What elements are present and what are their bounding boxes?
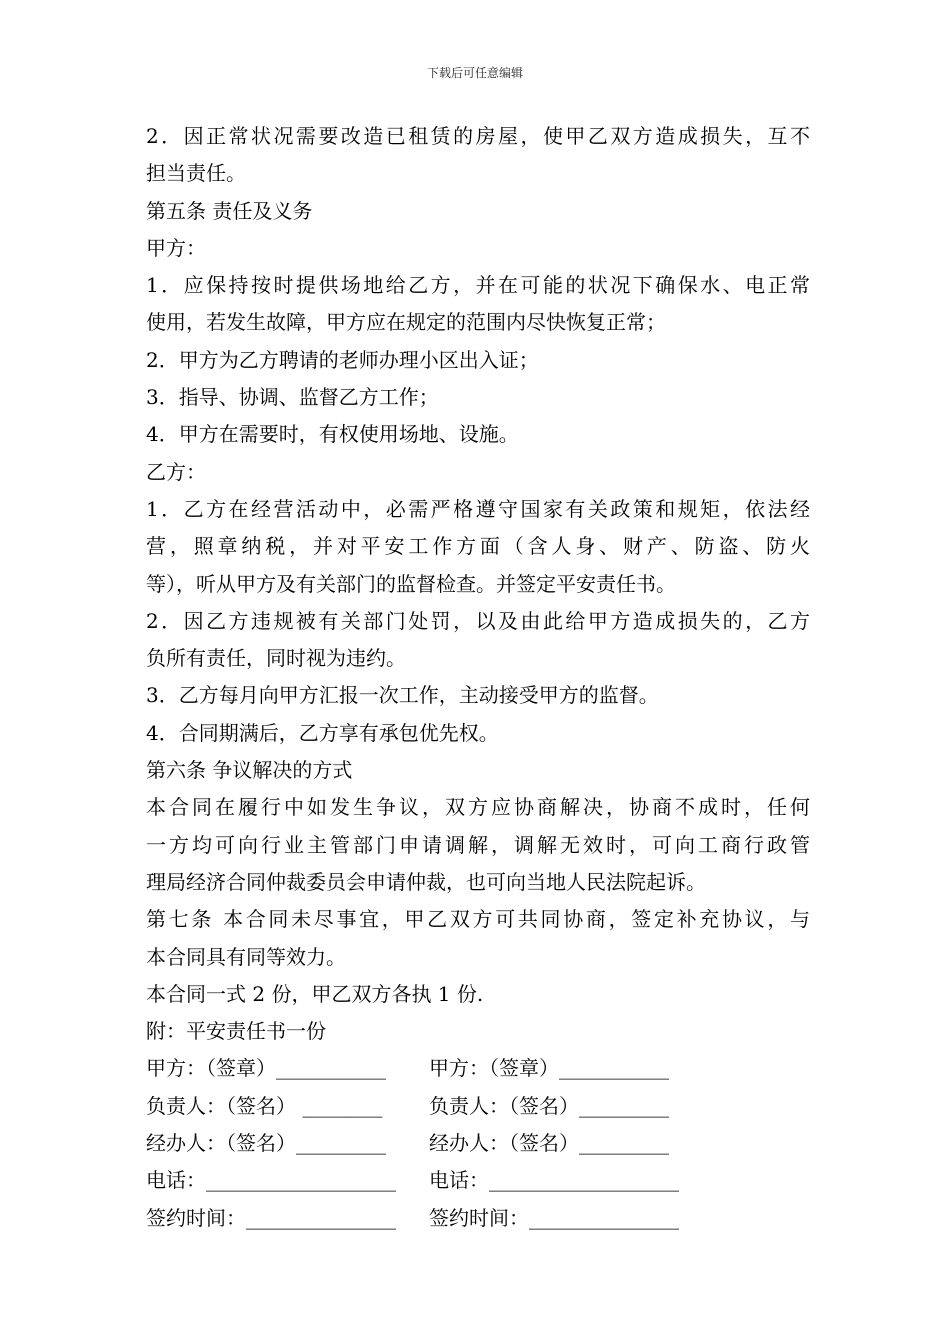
- text-line: 2．因乙方违规被有关部门处罚，以及由此给甲方造成损失的，乙方: [146, 608, 810, 633]
- text-line: 1．应保持按时提供场地给乙方，并在可能的状况下确保水、电正常: [146, 273, 810, 298]
- signature-right: 经办人：（签名）_________: [429, 1131, 669, 1156]
- text-line: 本合同在履行中如发生争议，双方应协商解决，协商不成时，任何: [146, 795, 810, 820]
- signature-row: [146, 1200, 810, 1237]
- signature-row: [146, 1050, 810, 1087]
- section-heading: 第五条 责任及义务: [146, 198, 313, 223]
- text-line: 第七条 本合同未尽事宜，甲乙双方可共同协商，签定补充协议，与: [146, 907, 810, 932]
- text-line: 3．乙方每月向甲方汇报一次工作，主动接受甲方的监督。: [146, 683, 659, 708]
- text-line: 营，照章纳税，并对平安工作方面（含人身、财产、防盗、防火: [146, 534, 810, 559]
- text-line: 负所有责任，同时视为违约。: [146, 646, 406, 671]
- text-line: 4．甲方在需要时，有权使用场地、设施。: [146, 422, 519, 447]
- text-line: 担当责任。: [146, 161, 246, 186]
- text-line: 一方均可向行业主管部门申请调解，调解无效时，可向工商行政管: [146, 832, 810, 857]
- signature-left: 甲方：（签章）___________: [146, 1056, 386, 1081]
- signature-left: 电话：___________________: [146, 1168, 396, 1193]
- text-line: 等），听从甲方及有关部门的监督检查。并签定平安责任书。: [146, 571, 676, 596]
- signature-right: 负责人：（签名）_________: [429, 1093, 669, 1118]
- signature-right: 甲方：（签章）___________: [429, 1056, 669, 1081]
- text-line: 4．合同期满后，乙方享有承包优先权。: [146, 720, 499, 745]
- signature-row: [146, 1162, 810, 1199]
- text-line: 本合同一式 2 份，甲乙双方各执 1 份.: [146, 981, 484, 1006]
- contract-body: [146, 118, 810, 1237]
- text-line: 2．甲方为乙方聘请的老师办理小区出入证；: [146, 347, 539, 372]
- text-line: 1．乙方在经营活动中，必需严格遵守国家有关政策和规矩，依法经: [146, 496, 810, 521]
- text-line: 2．因正常状况需要改造已租赁的房屋，使甲乙双方造成损失，互不: [146, 124, 810, 148]
- page-header: 下载后可任意编辑: [426, 66, 523, 80]
- signature-left: 经办人：（签名）_________: [146, 1131, 386, 1156]
- party-heading: 乙方：: [146, 459, 206, 484]
- text-line: 附：平安责任书一份: [146, 1019, 326, 1044]
- signature-right: 签约时间：_______________: [429, 1205, 679, 1230]
- text-line: 理局经济合同仲裁委员会申请仲裁，也可向当地人民法院起诉。: [146, 869, 706, 894]
- signature-row: [146, 1125, 810, 1162]
- text-line: 3．指导、协调、监督乙方工作；: [146, 385, 439, 410]
- signature-left: 签约时间：_______________: [146, 1205, 396, 1230]
- signature-right: 电话：___________________: [429, 1168, 679, 1193]
- signature-left: 负责人：（签名） ________: [146, 1093, 383, 1118]
- text-line: 本合同具有同等效力。: [146, 944, 346, 969]
- signature-row: [146, 1088, 810, 1125]
- text-line: 使用，若发生故障，甲方应在规定的范围内尽快恢复正常；: [146, 310, 666, 335]
- section-heading: 第六条 争议解决的方式: [146, 758, 353, 783]
- party-heading: 甲方：: [146, 235, 206, 260]
